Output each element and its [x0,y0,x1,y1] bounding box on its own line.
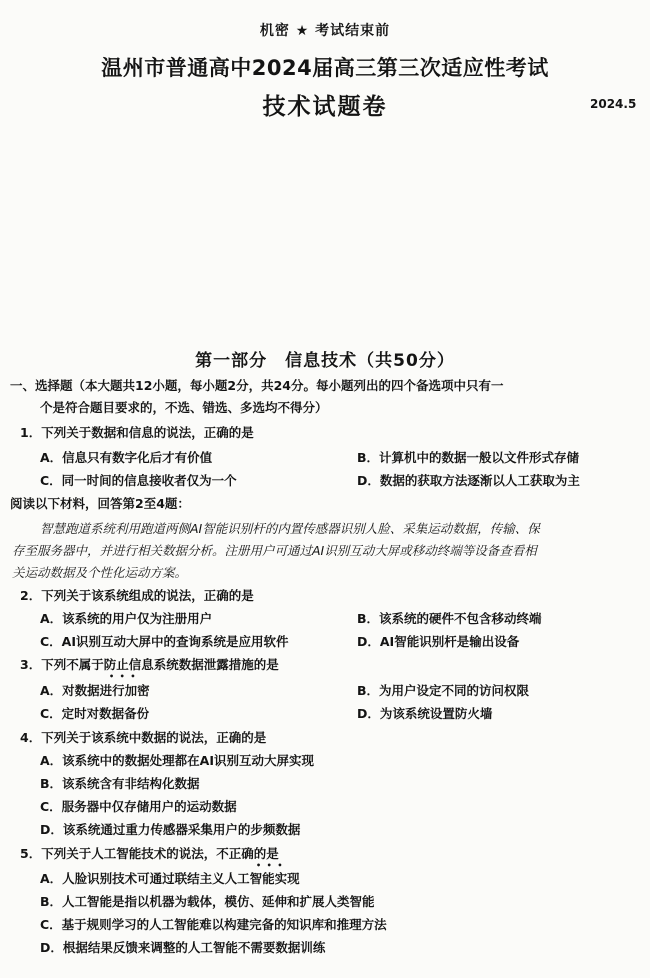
part1-title: 第一部分 信息技术（共50分） [195,351,455,371]
q3-option-a: A．对数据进行加密 [40,683,150,698]
q2-option-a: A．该系统的用户仅为注册用户 [40,611,213,626]
section-heading-line1: 一、选择题（本大题共12小题，每小题2分，共24分。每小题列出的四个备选项中只有一 [10,378,504,393]
q5-emphasis-dots: • • • [256,861,283,870]
q4-stem: 4．下列关于该系统中数据的说法，正确的是 [20,730,267,745]
q1-stem: 1．下列关于数据和信息的说法，正确的是 [20,425,254,440]
q4-option-c: C．服务器中仅存储用户的运动数据 [40,799,237,814]
q3-option-c: C．定时对数据备份 [40,706,150,721]
exam-title: 温州市普通高中2024届高三第三次适应性考试 [101,56,549,80]
q3-emphasis-dots: • • • [109,672,136,681]
q1-option-d: D．数据的获取方法逐渐以人工获取为主 [357,473,580,488]
q2-option-c: C．AI识别互动大屏中的查询系统是应用软件 [40,634,289,649]
paper-subject-title: 技术试题卷 [262,94,388,120]
q2-option-d: D．AI智能识别杆是输出设备 [357,634,520,649]
q4-option-b: B．该系统含有非结构化数据 [40,776,200,791]
q1-option-c: C．同一时间的信息接收者仅为一个 [40,473,237,488]
q5-stem: 5．下列关于人工智能技术的说法，不正确的是 [20,846,279,861]
q5-option-a: A．人脸识别技术可通过联结主义人工智能实现 [40,871,300,886]
q3-option-b: B．为用户设定不同的访问权限 [357,683,530,698]
q4-option-d: D．该系统通过重力传感器采集用户的步频数据 [40,822,301,837]
material-line1: 智慧跑道系统利用跑道两侧AI智能识别杆的内置传感器识别人脸、采集运动数据，传输、保 [40,521,540,536]
q1-option-a: A．信息只有数字化后才有价值 [40,450,213,465]
material-line2: 存至服务器中，并进行相关数据分析。注册用户可通过AI识别互动大屏或移动终端等设备查看相 [12,543,537,558]
q1-option-b: B．计算机中的数据一般以文件形式存储 [357,450,580,465]
q5-option-c: C．基于规则学习的人工智能难以构建完备的知识库和推理方法 [40,917,387,932]
material-line3: 关运动数据及个性化运动方案。 [12,565,188,580]
q3-stem: 3．下列不属于防止信息系统数据泄露措施的是 [20,657,279,672]
q4-option-a: A．该系统中的数据处理都在AI识别互动大屏实现 [40,753,314,768]
q5-option-b: B．人工智能是指以机器为载体，模仿、延伸和扩展人类智能 [40,894,375,909]
material-intro: 阅读以下材料，回答第2至4题： [10,496,190,511]
section-heading-line2: 个是符合题目要求的，不选、错选、多选均不得分） [40,400,328,415]
q5-option-d: D．根据结果反馈来调整的人工智能不需要数据训练 [40,940,326,955]
exam-date: 2024.5 [590,97,637,111]
confidential-label: 机密 ★ 考试结束前 [259,23,391,39]
q3-option-d: D．为该系统设置防火墙 [357,706,493,721]
q2-option-b: B．该系统的硬件不包含移动终端 [357,611,542,626]
q2-stem: 2．下列关于该系统组成的说法，正确的是 [20,588,254,603]
